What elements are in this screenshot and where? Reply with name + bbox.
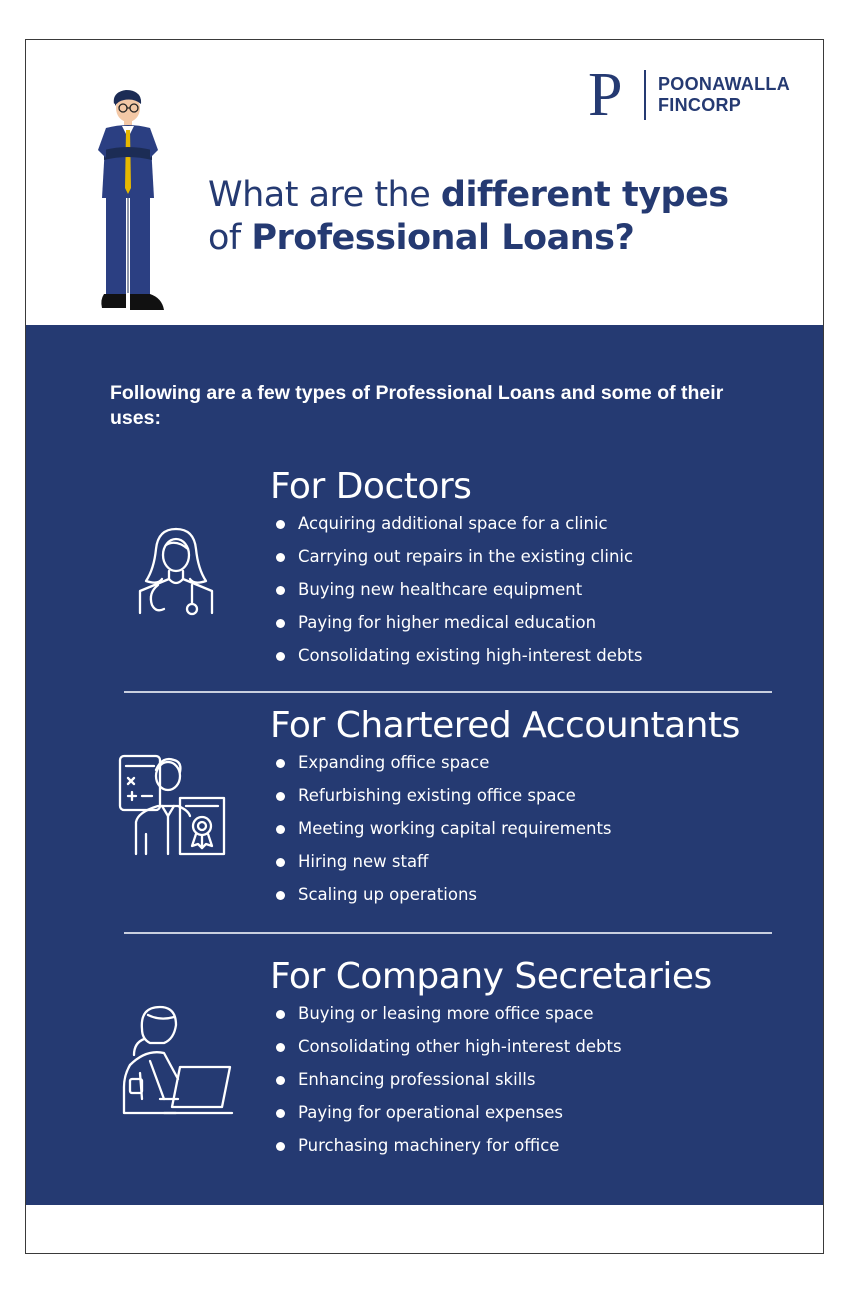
- businessman-illustration: [88, 88, 168, 316]
- secretary-icon: [120, 1003, 238, 1121]
- page-title: [208, 174, 729, 260]
- title-line-2: [208, 217, 729, 260]
- title-line-1: [208, 174, 729, 217]
- section-title-chartered-accountants: For Chartered Accountants: [270, 705, 740, 746]
- list-item: Hiring new staff: [276, 851, 612, 884]
- accountant-icon: [118, 750, 228, 860]
- list-item: Purchasing machinery for office: [276, 1135, 622, 1168]
- section-divider: [124, 691, 772, 693]
- list-item: Buying or leasing more office space: [276, 1003, 622, 1036]
- list-item: Expanding office space: [276, 752, 612, 785]
- section-divider: [124, 932, 772, 934]
- list-item: Enhancing professional skills: [276, 1069, 622, 1102]
- title-line-2-regular: of: [208, 218, 252, 258]
- list-item: Scaling up operations: [276, 884, 612, 917]
- title-line-1-bold: different types: [440, 175, 729, 215]
- list-item: Acquiring additional space for a clinic: [276, 513, 642, 546]
- intro-text: Following are a few types of Professional Loans and some of their uses:: [110, 382, 724, 429]
- logo-mark: P: [588, 61, 623, 129]
- doctor-icon: [136, 525, 216, 621]
- accountants-uses-list: [276, 752, 612, 917]
- logo-divider: [644, 70, 646, 120]
- title-line-1-regular: What are the: [208, 175, 441, 215]
- loan-types-panel: [26, 325, 823, 1205]
- list-item: Paying for operational expenses: [276, 1102, 622, 1135]
- list-item: Carrying out repairs in the existing clinic: [276, 546, 642, 579]
- section-title-doctors: For Doctors: [270, 466, 472, 507]
- secretaries-uses-list: [276, 1003, 622, 1168]
- brand-line-2: FINCORP: [658, 95, 742, 115]
- list-item: Buying new healthcare equipment: [276, 579, 642, 612]
- list-item: Meeting working capital requirements: [276, 818, 612, 851]
- title-line-2-bold: Professional Loans?: [251, 218, 635, 258]
- brand-line-1: POONAWALLA: [658, 74, 790, 94]
- doctors-uses-list: [276, 513, 642, 678]
- header-area: [26, 40, 823, 325]
- brand-name: [658, 74, 790, 116]
- infographic-frame: [25, 39, 824, 1254]
- section-title-company-secretaries: For Company Secretaries: [270, 956, 712, 997]
- list-item: Consolidating other high-interest debts: [276, 1036, 622, 1069]
- list-item: Paying for higher medical education: [276, 612, 642, 645]
- list-item: Consolidating existing high-interest debts: [276, 645, 642, 678]
- list-item: Refurbishing existing office space: [276, 785, 612, 818]
